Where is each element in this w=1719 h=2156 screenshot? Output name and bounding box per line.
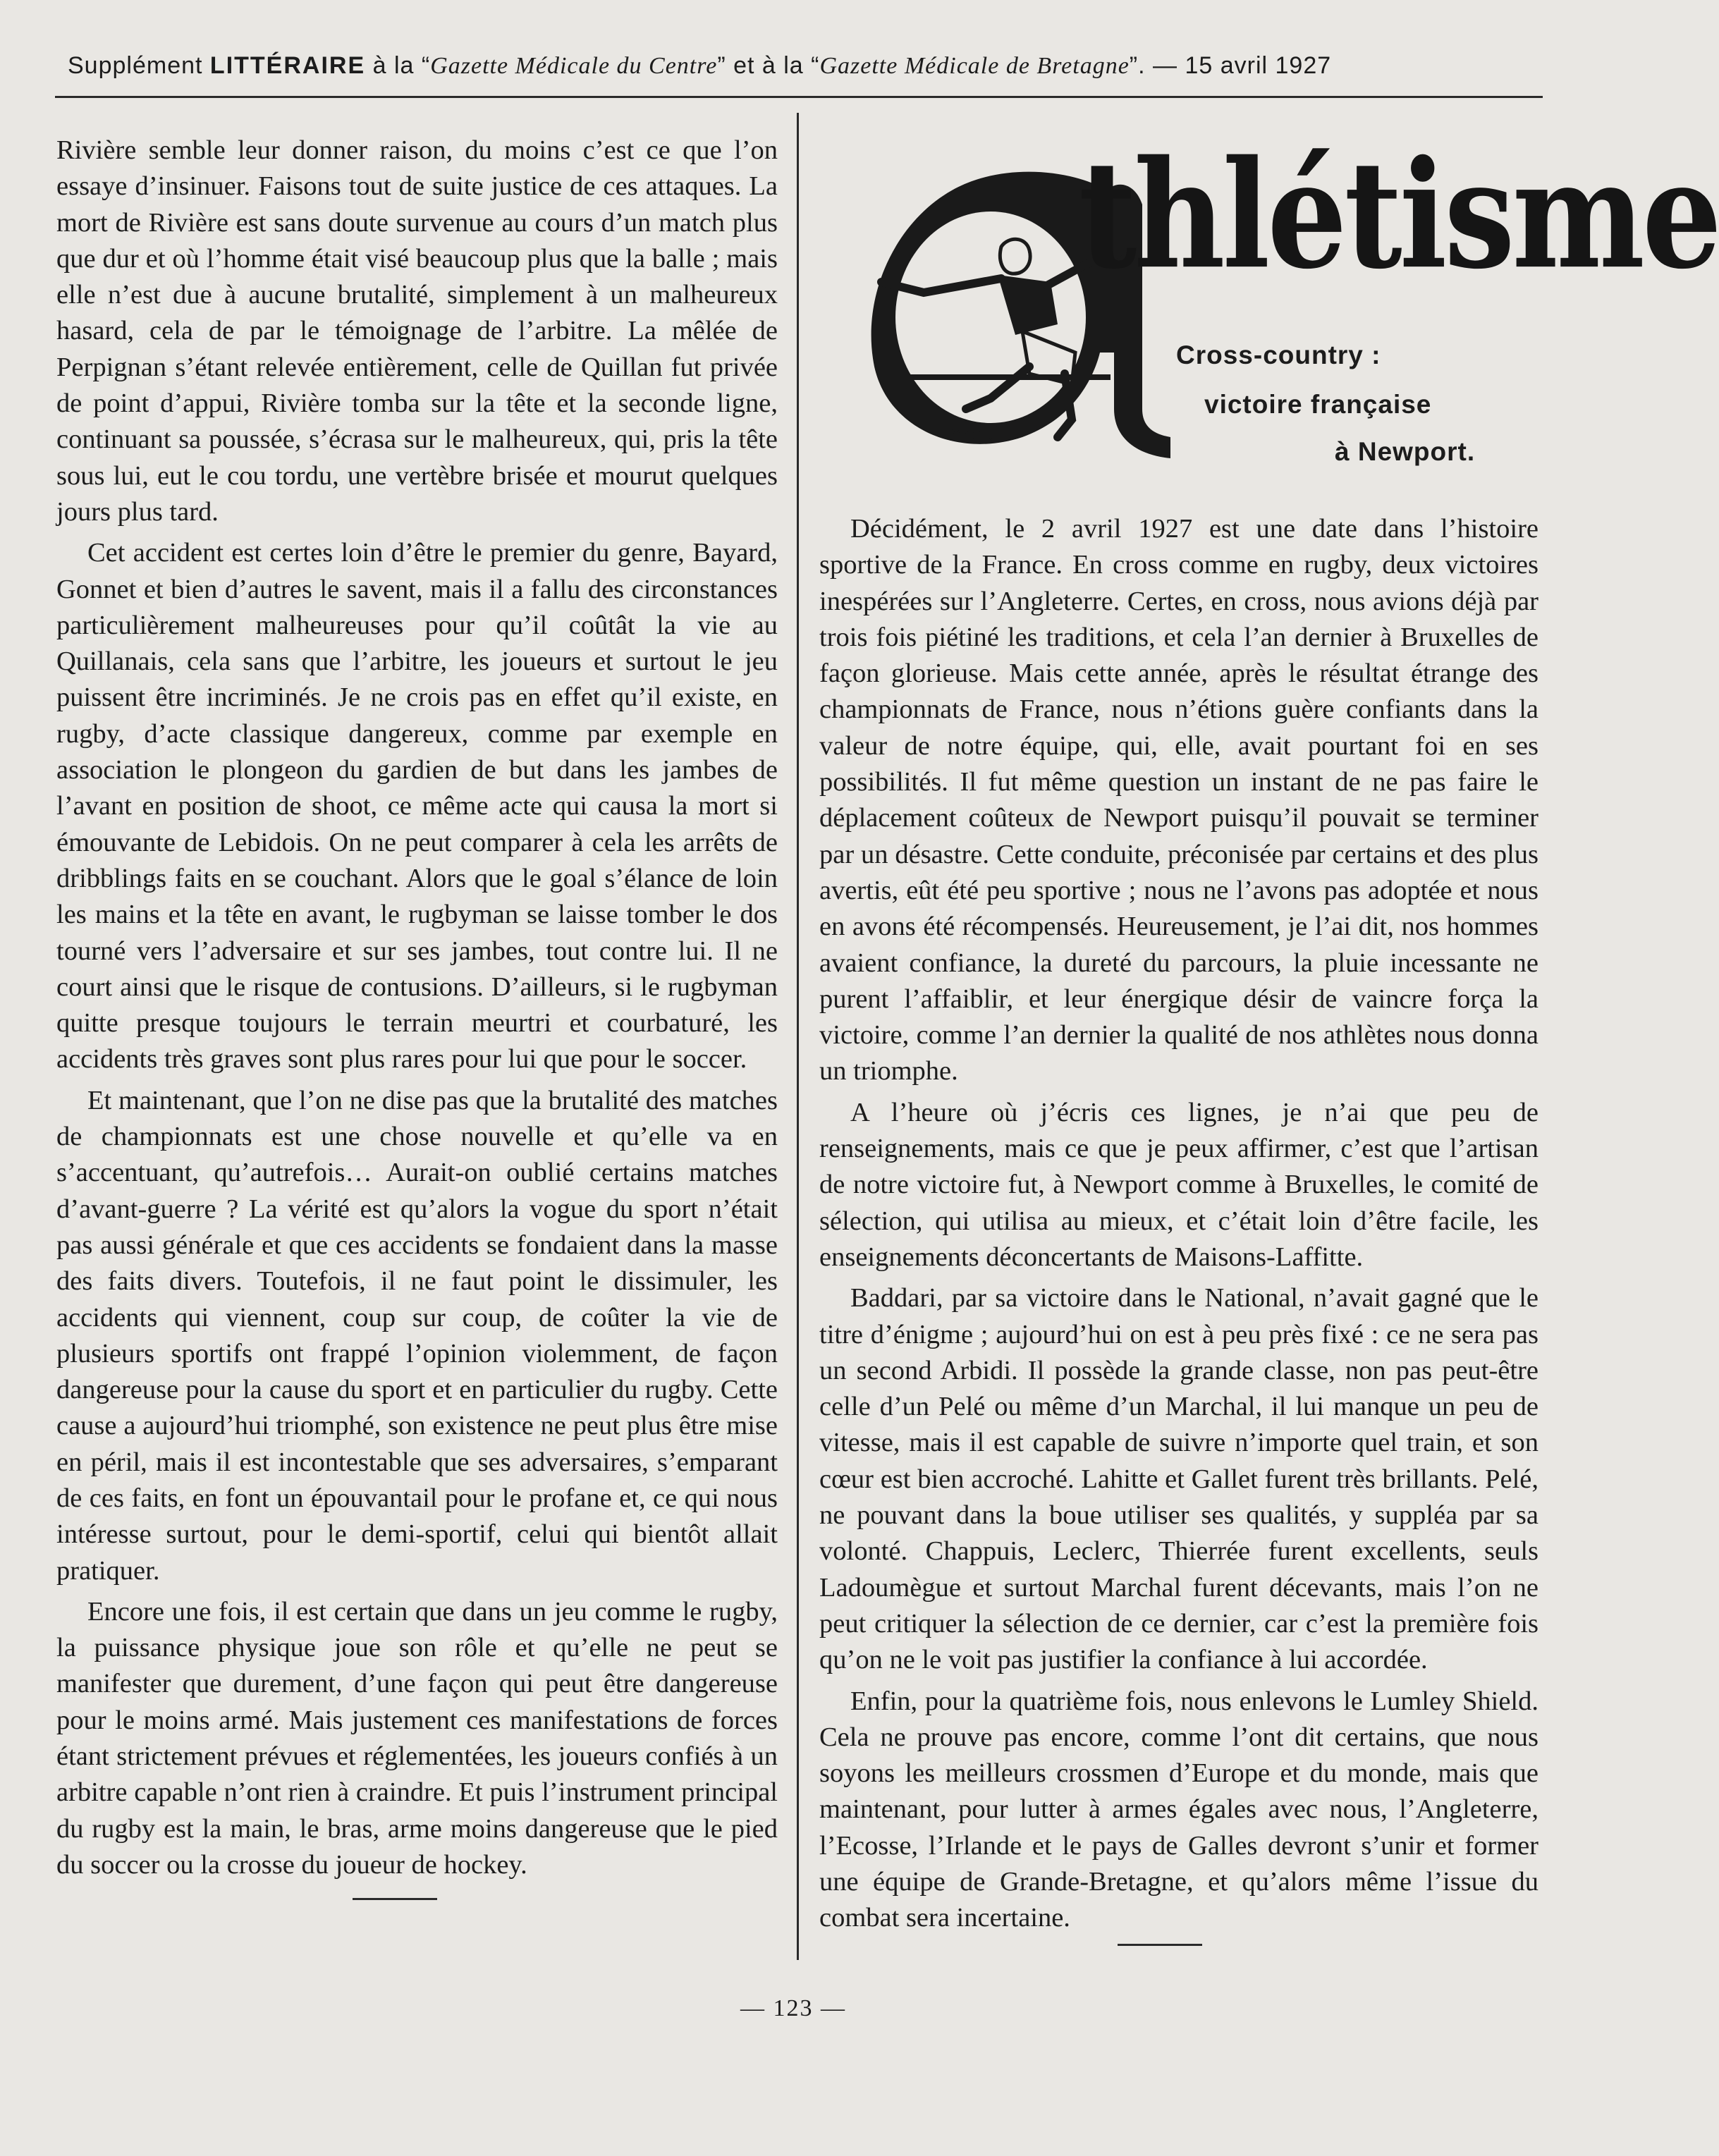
left-column xyxy=(56,133,778,1888)
initial-a-counter xyxy=(895,212,1086,423)
column-divider xyxy=(797,113,799,1960)
right-paragraph-1: Décidément, le 2 avril 1927 est une date dans l’histoire sportive de la France. En cross comme en rugby, deux victoires inespérées sur l’Angleterre. Certes, en cross, nous avions déjà par trois fois piétiné les traditions, et cela l’an dernier à Bruxelles de façon glorieuse. Mais cette année, après le résultat étrange des championnats de France, nous n’étions guère confiants dans la valeur de notre équipe, qui, elle, avait pourtant foi en ses possibilités. Il fut même question un instant de ne pas faire le déplacement coûteux de Newport puisqu’il pouvait se terminer par un désastre. Cette conduite, préconisée par certains et des plus avertis, eût été peu sportive ; nous ne l’avons pas adoptée et nous en avons été récompensés. Heureusement, je l’ai dit, nos hommes avaient confiance, la dureté du parcours, la pluie incessante ne purent l’affaiblir, et leur énergique désir de vaincre força la victoire, comme l’an dernier la qualité de nos athlètes nous donna un triomphe. xyxy=(819,514,1538,1086)
right-end-rule xyxy=(1118,1944,1202,1946)
title-athletisme: thlétisme xyxy=(1079,128,1719,302)
right-paragraph-3: Baddari, par sa victoire dans le National, n’avait gagné que le titre d’énigme ; aujourd’hui on est à peu près fixé : ce ne sera pas un second Arbidi. Il possède la grande classe, non pas peut-être celle d’un Pelé ou même d’un Marchal, il lui manque un peu de vitesse, mais il est capable de suivre n’importe quel train, et son cœur est bien accroché. Lahitte et Gallet furent très brillants. Pelé, ne pouvant dans la boue utiliser ses qualités, y suppléa par sa volonté. Chappuis, Leclerc, Thierrée furent excellents, seuls Ladoumègue et surtout Marchal furent décevants, mais l’on ne peut critiquer la sélection de ce dernier, car c’est la première fois qu’on ne le voit pas justifier la confiance à lui accordée. xyxy=(819,1283,1538,1675)
left-paragraph-3: Et maintenant, que l’on ne dise pas que la brutalité des matches de championnats est une chose nouvelle et qu’elle va en s’accentuant, qu’autrefois… Aurait-on oublié certains matches d’avant-guerre ? La vérité est qu’alors la vogue du sport n’était pas aussi générale et que ces accidents se fondaient dans la masse des faits divers. Toutefois, il ne faut point le dissimuler, les accidents qui viennent, coup sur coup, de coûter la vie de plusieurs sportifs ont frappé l’opinion violemment, de façon dangereuse pour la cause du sport et en particulier du rugby. Cette cause a aujourd’hui triomphé, son existence ne peut plus être mise en péril, mais il est incontestable que ses adversaires, s’emparant de ces faits, en font un épouvantail pour le profane et, ce qui nous intéresse surtout, pour le demi-sportif, celui qui bientôt allait pratiquer. xyxy=(56,1085,778,1586)
athlete-head xyxy=(1000,239,1030,274)
left-paragraph-2: Cet accident est certes loin d’être le premier du genre, Bayard, Gonnet et bien d’autres le savent, mais il a fallu des circonstances particulièrement malheureuses pour qu’il coûtât la vie au Quillanais, cela sans que l’arbitre, les joueurs et surtout le jeu puissent être incriminés. Je ne crois pas en effet qu’il existe, en rugby, d’acte classique dangereux, comme par exemple en association le plongeon du gardien de but dans les jambes de l’avant en position de shoot, ce même acte qui causa la mort si émouvante de Lebidois. On ne peut comparer à cela les arrêts de dribblings faits en se couchant. Alors que le goal s’élance de loin les mains et la tête en avant, le rugbyman se laisse tomber le dos tourné vers l’adversaire et sur ses jambes, tout contre lui. Il ne court ainsi que le risque de contusions. D’ailleurs, si le rugbyman quitte presque toujours le terrain meurtri et courbaturé, les accidents très graves sont plus rares pour lui que pour le soccer. xyxy=(56,538,778,1074)
header-rule xyxy=(55,96,1543,98)
page-number: — 123 — xyxy=(740,1995,846,2021)
artist-signature: Morlé xyxy=(948,424,1000,446)
page-header xyxy=(68,52,1541,80)
athletisme-title-block xyxy=(839,128,1719,479)
header-prefix: Supplément xyxy=(68,52,203,79)
subtitle-line-2: victoire française xyxy=(1204,390,1432,419)
left-end-rule xyxy=(353,1898,437,1900)
header-date: ”. — 15 avril 1927 xyxy=(1129,52,1332,79)
right-paragraph-4: Enfin, pour la quatrième fois, nous enlevons le Lumley Shield. Cela ne prouve pas encore, comme l’ont dit certains, que nous soyons les meilleurs crossmen d’Europe et du monde, mais que maintenant, pour lutter à armes égales avec nous, l’Angleterre, l’Ecosse, l’Irlande et le pays de Galles devront s’unir et former une équipe de Grande-Bretagne, et qu’alors même l’issue du combat sera incertaine. xyxy=(819,1686,1538,1933)
header-gazette-centre: Gazette Médicale du Centre xyxy=(430,53,718,79)
subtitle-line-3: à Newport. xyxy=(1335,437,1476,466)
right-paragraph-2: A l’heure où j’écris ces lignes, je n’ai que peu de renseignements, mais ce que je peux affirmer, c’est que l’artisan de notre victoire fut, à Newport comme à Bruxelles, le comité de sélection, qui utilisa au mieux, et c’était loin d’être facile, les enseignements déconcertants de Maisons-Laffitte. xyxy=(819,1097,1538,1272)
header-litteraire: LITTÉRAIRE xyxy=(209,52,366,79)
subtitle-line-1: Cross-country : xyxy=(1176,341,1381,369)
header-gazette-bretagne: Gazette Médicale de Bretagne xyxy=(819,53,1130,79)
header-a-la: à la “ xyxy=(372,52,431,79)
left-paragraph-4: Encore une fois, il est certain que dans un jeu comme le rugby, la puissance physique joue son rôle et qu’elle ne peut se manifester que durement, d’une façon qui peut être dangereuse pour le moins armé. Mais justement ces manifestations de forces étant strictement prévues et réglementées, les joueurs confiés à un arbitre capable n’ont rien à craindre. Et puis l’instrument principal du rugby est la main, le bras, arme moins dangereuse que le pied du soccer ou la crosse du joueur de hockey. xyxy=(56,1596,778,1880)
right-column xyxy=(819,511,1538,1942)
left-paragraph-1: Rivière semble leur donner raison, du moins c’est ce que l’on essaye d’insinuer. Faisons tout de suite justice de ces attaques. La mort de Rivière est sans doute survenue au cours d’un match plus que dur et où l’homme était visé beaucoup plus que la balle ; mais elle n’est due à aucune brutalité, simplement à un malheureux hasard, cela de par le témoignage de l’arbitre. La mêlée de Perpignan s’étant relevée entièrement, celle de Quillan fut privée de point d’appui, Rivière tomba sur la tête et la seconde ligne, continuant sa poussée, s’écrasa sur le malheureux, qui, pris la tête sous lui, eut le cou tordu, une vertèbre brisée et mourut quelques jours plus tard. xyxy=(56,135,778,527)
header-et-a-la: ” et à la “ xyxy=(717,52,820,79)
